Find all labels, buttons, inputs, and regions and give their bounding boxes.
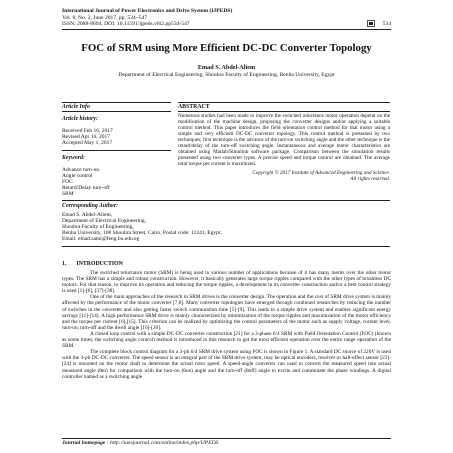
abstract-heading: ABSTRACT bbox=[178, 103, 210, 110]
article-history-heading: Article history: bbox=[62, 116, 98, 122]
journal-homepage bbox=[62, 440, 218, 446]
keyword-item: Retard/Delay turn-off bbox=[62, 185, 110, 192]
copyright-line: Copyright © 2017 Institute of Advanced Engineering and Science. bbox=[252, 170, 390, 177]
keyword-item: SRM bbox=[62, 191, 74, 198]
intro-paragraph: A closed loop control with a simple DC-DC converter construction [21] for a 3-phase 6/4 SRM with Field Orientation Control (FOC) (known as some times, the switching angle control) method is introduced in this research to get the most efficient operation over the entire range operation of the SRM. bbox=[62, 330, 391, 350]
article-info-mid-rule bbox=[62, 111, 171, 112]
homepage-link[interactable]: : http://iaesjournal.com/online/index.php/IJPEDS bbox=[106, 440, 219, 446]
author-affiliation: Department of Electrical Engineering, Shoubra Faculty of Engineering, Benha University, Egypt bbox=[118, 71, 335, 78]
rights-line: All rights reserved. bbox=[350, 176, 390, 183]
intro-paragraph: The switched reluctance motor (SRM) is being used in various number of applications because of it has many merits over the other motor types. The SRM has a simple and robust construction. However, it basically generates large torque ripples compared with the other types of brushless DC motors. For that reason, to improve its operation and reducing the torque ripples, a development in its converter construction and/or a best control strategy is used [1]-[6], [37]-[38]. bbox=[62, 270, 391, 295]
author-name: Emad S. Abdel-Aliem bbox=[197, 64, 256, 71]
keyword-item: FOC bbox=[62, 179, 73, 186]
corresponding-address: Benha University, 108 Shoubra Street, Cairo, Postal code: 11241, Egypt. bbox=[62, 230, 222, 237]
corresponding-faculty: Shoubra Faculty of Engineering, bbox=[62, 224, 134, 231]
corresponding-department: Department of Electrical Engineering, bbox=[62, 218, 146, 225]
history-revised: Revised Apr 16, 2017 bbox=[62, 134, 110, 141]
corresponding-top-rule bbox=[62, 200, 390, 201]
history-received: Received Feb 16, 2017 bbox=[62, 128, 113, 134]
intro-paragraph: One of the main approaches of the research in SRM drives is the converter design. The operation and the cost of SRM drive system is mainly affected by the performance of the motor converter [7,8]. Many converter topologies have emerged through continued researches by reducing the number of switches in the converter and also getting faster switch commutation time [5]-[9]. This leads to a simple drive system and enables significant energy savings [11]-[14]. A high performance SRM drive is mainly characterized by minimization of the torque ripples and maximization of the motor efficiency and the torque per current [6],[15]. This criterion can be realized by optimizing the control parameters of the motor such as supply voltage, current level, turn-on, turn-off and the dwell angle [16]-[20]. bbox=[62, 294, 391, 331]
header-rule bbox=[62, 29, 391, 30]
abstract-top-rule bbox=[178, 102, 390, 103]
keyword-heading: Keyword: bbox=[62, 155, 85, 161]
page-number: 534 bbox=[382, 21, 391, 27]
article-info-top-rule bbox=[62, 102, 171, 103]
article-info-heading: Article Info bbox=[62, 103, 90, 110]
keyword-list bbox=[62, 167, 110, 197]
journal-issn: ISSN: 2088-8694, DOI: 10.11591/ijpeds.v8i2.pp534-547 bbox=[62, 21, 190, 27]
journal-name: International Journal of Power Electronics and Drive System (IJPEDS) bbox=[62, 8, 233, 14]
corresponding-details bbox=[62, 212, 222, 242]
introduction-heading: 1. INTRODUCTION bbox=[62, 261, 123, 267]
abstract-mid-rule bbox=[178, 111, 390, 112]
abstract-block bbox=[178, 113, 390, 183]
history-keyword-rule bbox=[62, 150, 171, 151]
corresponding-bottom-rule bbox=[62, 246, 390, 247]
history-accepted: Accepted May 1, 2017 bbox=[62, 140, 113, 147]
corresponding-heading: Corresponding Author: bbox=[62, 202, 119, 209]
footer-rule bbox=[62, 438, 391, 439]
keyword-item: Advance turn-on bbox=[62, 167, 100, 173]
article-history-list bbox=[62, 128, 113, 146]
introduction-body bbox=[62, 270, 391, 380]
keyword-item: Angle control bbox=[62, 173, 93, 180]
abstract-text: Numerous studies had been made to improve the switched reluctance motor operation depend on the modification of the machine design, proposing the converter designs and/or applying a suitable control method. This paper introduces the field orientation control method for that motor using a simple and very efficient DC-DC converter topology. This control method is presented by two techniques; first technique is the advance of the turn-on switching angle and the other technique is the retard/delay of the turn-off switching angle. Instantaneous and average motor characteristics are obtained using Matlab/Simulink software package. Comparison between the simulation results presented using two converter types. A precise speed and torque control are obtained. The average total torque per current is maximized. bbox=[178, 113, 390, 168]
corresponding-name: Emad S. Abdel-Aliem, bbox=[62, 212, 113, 218]
paper-title: FOC of SRM using More Efficient DC-DC Converter Topology bbox=[81, 42, 372, 54]
homepage-label: Journal homepage bbox=[62, 440, 106, 446]
journal-volume: Vol. 8, No. 2, June 2017, pp. 534~547 bbox=[62, 14, 148, 21]
intro-paragraph: The complete block control diagram for a 3-ph 6/4 SRM drive system using FOC is shown in Figure 1. A standard DC source of 220V is used with the 3-ph DC-DC converter. The speed sensor is an integral part of the SRM drive system, may be optical encoders, resolver or hall-effect sensor [22]-[24] is mounted on the motor shaft to determine the actual rotor speed. A speed-angle converter can used to convert the measured speed into actual measured angle (θm) for comparison with the turn-on (θon) angle and the turn-off (θoff) angle to excite and commutate the phase windings. A digital controller named as a switching angle bbox=[62, 349, 391, 380]
corresponding-email: Email: emad.sami@feng.bu.edu.eg bbox=[62, 236, 140, 243]
